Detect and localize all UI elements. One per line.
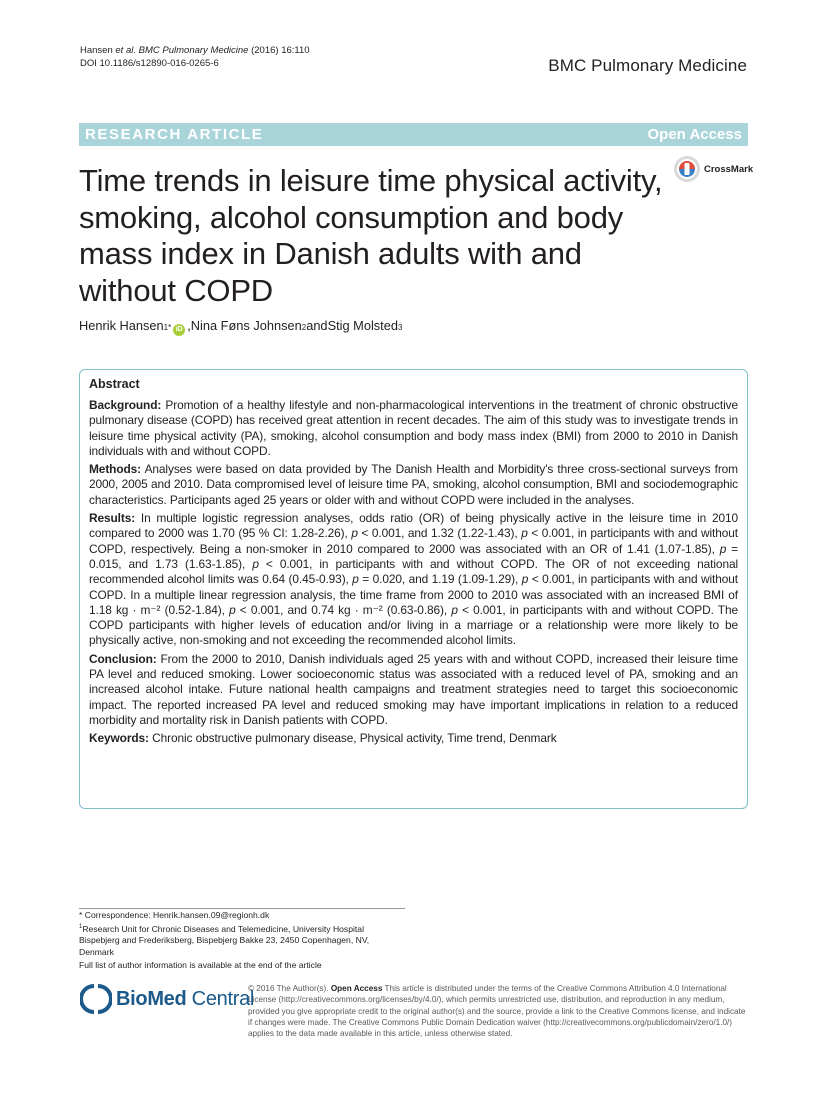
author-name[interactable]: Nina Føns Johnsen [190, 318, 302, 333]
section-label: Background: [89, 398, 162, 412]
citation-line: Hansen et al. BMC Pulmonary Medicine (2016) 16:110 [80, 45, 310, 56]
abstract-methods [89, 462, 738, 508]
author-list: Henrik Hansen 1* iD , Nina Føns Johnsen 2 and Stig Molsted 3 [79, 318, 402, 335]
affiliation-line: Bispebjerg and Frederiksberg, Bispebjerg Bakke 23, 2450 Copenhagen, NV, [79, 935, 370, 946]
section-label: Methods: [89, 462, 142, 477]
orcid-icon[interactable]: iD [173, 324, 185, 336]
affiliation-note [79, 922, 369, 958]
doi: DOI 10.1186/s12890-016-0265-6 [80, 58, 219, 69]
article-title: Time trends in leisure time physical activity, smoking, alcohol consumption and body mass index in Danish adults with and without COPD [79, 163, 663, 308]
section-label: Keywords: [89, 731, 149, 746]
author-separator: , [187, 318, 191, 333]
abstract-conclusion [89, 652, 738, 728]
section-text: From the 2000 to 2010, Danish individuals aged 25 years with and without COPD, increased their leisure time PA level and reduced smoking. Lower socioeconomic status was associated with a reduced level of PA, smoking and an increased alcohol intake. Future national health campaigns and treatment strategies need to target this socioeconomic impact. The reported increased PA level and reduced smoking may have important implications in relation to a reduced morbidity and mortality risk in Danish patients with COPD. [89, 651, 738, 727]
biomed-central-logo-icon [80, 983, 112, 1015]
correspondence-text[interactable]: * Correspondence: Henrik.hansen.09@regionh.dk [79, 910, 270, 920]
crossmark-badge[interactable] [673, 155, 753, 183]
open-access-bold: Open Access [330, 984, 383, 993]
journal-name: BMC Pulmonary Medicine [548, 56, 747, 75]
affiliation-line: Denmark [79, 946, 114, 957]
affiliation-line: $^1$Research Unit for Chronic Diseases and Telemedicine, University Hospital [79, 923, 364, 934]
author-name[interactable]: Stig Molsted [327, 318, 398, 333]
section-label: Conclusion: [89, 651, 157, 666]
running-header [80, 44, 310, 70]
section-text: Promotion of a healthy lifestyle and non-pharmacological interventions in the treatment of chronic obstructive pulmonary disease (COPD) has received great attention in recent decades. The aim of this study was to investigate trends in leisure time physical activity (PA), smoking, alcohol consumption and body mass index (BMI) from 2000 to 2010 in Danish individuals with and without COPD. [89, 398, 738, 458]
section-text: Chronic obstructive pulmonary disease, Physical activity, Time trend, Denmark [152, 731, 557, 746]
license-text: This article is distributed under the terms of the Creative Commons Attribution 4.0 International License (http://creativecommons.org/licenses/by/4.0/), which permits unrestricted use, distribution, and reproduction in any medium, provided you give appropriate credit to the original author(s) and the source, provide a link to the Creative Commons license, and indicate if changes were made. The Creative Commons Public Domain Dedication waiver (http://creativecommons.org/publicdomain/zero/1.0/) applies to the data made available in this article, unless otherwise stated. [248, 984, 746, 1039]
abstract-box [79, 369, 748, 809]
abstract-background [89, 398, 738, 459]
crossmark-icon [673, 155, 701, 183]
section-text: Analyses were based on data provided by The Danish Health and Morbidity's three cross-sectional surveys from 2000, 2005 and 2010. Data compromised level of leisure time PA, smoking, alcohol consumption, BMI and sociodemographic characteristics. Participants aged 25 years or older with and without COPD were included in the analyses. [89, 462, 738, 507]
open-access-label: Open Access [647, 126, 742, 143]
correspondence-note [79, 910, 269, 922]
article-type-label: RESEARCH ARTICLE [85, 126, 264, 143]
author-name[interactable]: Henrik Hansen [79, 318, 164, 333]
footnote-divider [79, 908, 405, 909]
affiliation-sup: 1 [79, 924, 83, 930]
article-type-banner [79, 123, 748, 146]
license-statement [248, 983, 748, 1039]
crossmark-label: CrossMark [704, 163, 754, 175]
abstract-heading: Abstract [89, 377, 140, 391]
section-text: In multiple logistic regression analyses, odds ratio (OR) of being physically active in the leisure time in 2010 compared to 2000 was 1.70 (95 % CI: 1.28-2.26), p < 0.001, and 1.32 (1.22-1.43), p < 0.001, in participants with and without COPD, respectively. Being a non-smoker in 2010 compared to 2000 was associated with an OR of 1.41 (1.07-1.85), p = 0.015, and 1.73 (1.63-1.85), p < 0.001, in participants with and without COPD. The OR of not exceeding national recommended alcohol limits was 0.64 (0.45-0.93), p = 0.020, and 1.19 (1.09-1.29), p < 0.001, in participants with and without COPD. In a multiple linear regression analysis, the time frame from 2000 to 2010 was associated with an increased BMI of 1.18 kg · m⁻² (0.52-1.84), p < 0.001, and 0.74 kg · m⁻² (0.63-0.86), p < 0.001, in participants with and without COPD. The COPD participants with higher levels of education and/or living in a marriage or a relationship were more likely to be physically active, non-smoking and not exceeding the recommended alcohol limits. [89, 511, 739, 648]
section-label: Results: [89, 511, 136, 526]
author-separator: and [306, 318, 328, 333]
abstract-keywords [89, 731, 738, 746]
abstract-results [89, 511, 738, 649]
author-info-note: Full list of author information is available at the end of the article [79, 960, 322, 970]
biomed-central-logo[interactable] [80, 983, 254, 1015]
biomed-central-wordmark: BioMed Central [116, 987, 255, 1010]
copyright: © 2016 The Author(s). [248, 984, 329, 993]
